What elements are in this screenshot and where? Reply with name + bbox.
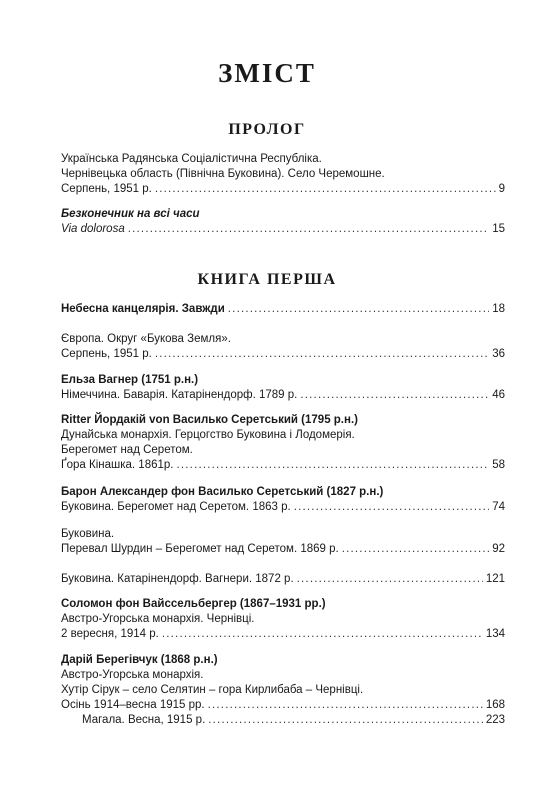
- chapter-9-line-2: Хутір Сірук – село Селятин – гора Кирлибаба – Чернівці.: [61, 684, 364, 696]
- chapter-2-row: [61, 347, 505, 362]
- page-number: 9: [498, 183, 505, 195]
- chapter-4-line-1: Дунайська монархія. Герцогство Буковина і Лодомерія.: [61, 429, 355, 441]
- leader-dots: [300, 388, 489, 403]
- page-number: 15: [492, 223, 505, 235]
- chapter-8-line-1: Австро-Угорська монархія. Чернівці.: [61, 613, 255, 625]
- page-number: 74: [492, 501, 505, 513]
- toc-title: ЗМІСТ: [218, 58, 316, 88]
- chapter-8-row: [61, 627, 505, 642]
- leader-dots: [342, 542, 489, 557]
- chapter-4-title: Ritter Йордакій von Василько Серетський (1795 р.н.): [61, 414, 358, 426]
- chapter-9-line-1: Австро-Угорська монархія.: [61, 669, 204, 681]
- leader-dots: [155, 347, 489, 362]
- page-number: 134: [485, 628, 505, 640]
- chapter-6-line-1: Буковина.: [61, 528, 115, 540]
- chapter-3-title: Ельза Вагнер (1751 р.н.): [61, 374, 199, 386]
- leader-dots: [228, 302, 489, 317]
- chapter-5-line-1: Буковина. Берегомет над Серетом. 1863 р.: [61, 501, 291, 513]
- chapter-2-line-1: Європа. Округ «Букова Земля».: [61, 333, 231, 345]
- prolog-entry-line-1: Українська Радянська Соціалістична Республіка.: [61, 153, 322, 165]
- chapter-4-line-3: Ґора Кінашка. 1861р.: [61, 459, 174, 471]
- chapter-4-row: [61, 458, 505, 473]
- chapter-5-title: Барон Александер фон Василько Серетський (1827 р.н.): [61, 486, 384, 498]
- leader-dots: [162, 627, 483, 642]
- chapter-3-row: [61, 388, 505, 403]
- chapter-1-title: Небесна канцелярія. Завжди: [61, 303, 225, 315]
- chapter-9-sub-row: [82, 713, 505, 728]
- page-number: 92: [492, 543, 505, 555]
- chapter-3-line-1: Німеччина. Баварія. Катарінендорф. 1789 р.: [61, 389, 298, 401]
- leader-dots: [176, 458, 489, 473]
- prolog-entry-line-3: Серпень, 1951 р.: [61, 183, 152, 195]
- prolog-entry-2-subtitle: Via dolorosa: [61, 223, 125, 235]
- page-number: 121: [485, 573, 505, 585]
- chapter-8-line-2: 2 вересня, 1914 р.: [61, 628, 159, 640]
- prolog-entry-row: [61, 182, 505, 197]
- chapter-4-line-2: Берегомет над Серетом.: [61, 444, 193, 456]
- chapter-9-title: Дарій Берегівчук (1868 р.н.): [61, 654, 218, 666]
- prolog-heading: ПРОЛОГ: [228, 121, 306, 138]
- page-number: 168: [485, 699, 505, 711]
- chapter-1-row: [61, 302, 505, 317]
- prolog-entry-2-row: [61, 222, 505, 237]
- page-number: 58: [492, 459, 505, 471]
- chapter-7-row: [61, 572, 505, 587]
- page-number: 18: [492, 303, 505, 315]
- leader-dots: [208, 698, 483, 713]
- chapter-9-line-3: Осінь 1914–весна 1915 рр.: [61, 699, 205, 711]
- page-number: 223: [485, 714, 505, 726]
- chapter-8-title: Соломон фон Вайссельбергер (1867–1931 рр.): [61, 598, 326, 610]
- leader-dots: [294, 500, 490, 515]
- chapter-6-row: [61, 542, 505, 557]
- page-number: 36: [492, 348, 505, 360]
- chapter-6-line-2: Перевал Шурдин – Берегомет над Серетом. 1869 р.: [61, 543, 339, 555]
- chapter-9-subsection: Магала. Весна, 1915 р.: [82, 714, 206, 726]
- chapter-2-line-2: Серпень, 1951 р.: [61, 348, 152, 360]
- leader-dots: [297, 572, 483, 587]
- page-number: 46: [492, 389, 505, 401]
- prolog-entry-2-title: Безконечник на всі часи: [61, 208, 200, 220]
- chapter-9-row: [61, 698, 505, 713]
- book-one-heading: КНИГА ПЕРША: [197, 271, 337, 288]
- leader-dots: [155, 182, 496, 197]
- leader-dots: [128, 222, 489, 237]
- chapter-5-row: [61, 500, 505, 515]
- chapter-7-line-1: Буковина. Катарінендорф. Вагнери. 1872 р.: [61, 573, 294, 585]
- prolog-entry-line-2: Чернівецька область (Північна Буковина). Село Черемошне.: [61, 168, 385, 180]
- leader-dots: [208, 713, 483, 728]
